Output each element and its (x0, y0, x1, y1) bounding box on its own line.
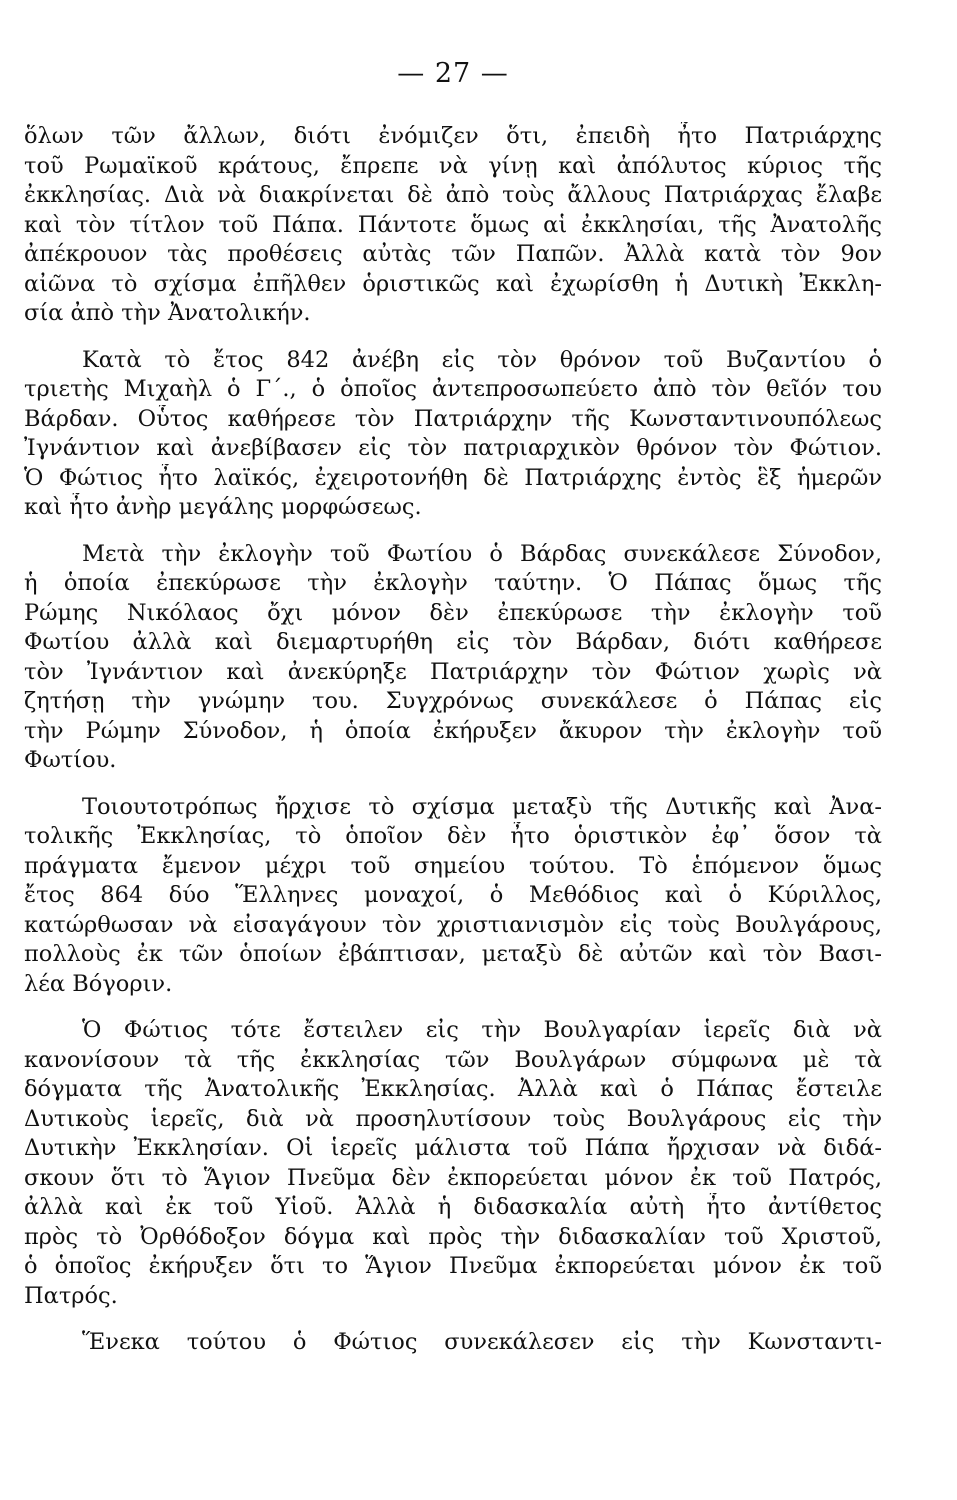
text-line: Πατρός. (24, 1282, 118, 1309)
text-line: τριετὴς Μιχαὴλ ὁ Γ΄., ὁ ὁποῖος ἀντεπροσωπεύετο ἀπὸ τὸν θεῖόν του (24, 376, 882, 402)
text-line: πράγματα ἔμενον μέχρι τοῦ σημείου τούτου. Τὸ ἑπόμενον ὅμως (24, 852, 882, 879)
text-line: Τοιουτοτρόπως ἤρχισε τὸ σχίσμα μεταξὺ τῆς Δυτικῆς καὶ Ἀνα- (82, 793, 882, 820)
paragraph-gap (24, 329, 882, 346)
text-line: τοῦ Ρωμαϊκοῦ κράτους, ἔπρεπε νὰ γίνῃ καὶ ἀπόλυτος κύριος τῆς (24, 152, 882, 179)
text-line: ἐκκλησίας. Διὰ νὰ διακρίνεται δὲ ἀπὸ τοὺς ἄλλους Πατριάρχας ἔλαβε (24, 182, 882, 208)
paragraph-1 (24, 122, 882, 329)
text-line: Ὁ Φώτιος ἦτο λαϊκός, ἐχειροτονήθη δὲ Πατριάρχης ἐντὸς ἓξ ἡμερῶν (24, 464, 882, 491)
text-line: κανονίσουν τὰ τῆς ἐκκλησίας τῶν Βουλγάρων σύμφωνα μὲ τὰ (24, 1046, 882, 1073)
text-line: κατώρθωσαν νὰ εἰσαγάγουν τὸν χριστιανισμὸν εἰς τοὺς Βουλγάρους, (24, 911, 882, 938)
paragraph-6 (24, 1328, 882, 1358)
text-line: Ἰγνάντιον καὶ ἀνεβίβασεν εἰς τὸν πατριαρχικὸν θρόνον τὸν Φώτιον. (24, 435, 882, 461)
text-line: καὶ τὸν τίτλον τοῦ Πάπα. Πάντοτε ὅμως αἱ ἐκκλησίαι, τῆς Ἀνατολῆς (24, 211, 882, 238)
text-line: πρὸς τὸ Ὀρθόδοξον δόγμα καὶ πρὸς τὴν διδασκαλίαν τοῦ Χριστοῦ, (24, 1223, 882, 1250)
body-text (24, 122, 882, 1358)
text-line: λέα Βόγοριν. (24, 970, 173, 997)
text-line: Φωτίου ἀλλὰ καὶ διεμαρτυρήθη εἰς τὸν Βάρδαν, διότι καθήρεσε (24, 629, 882, 655)
paragraph-5 (24, 1016, 882, 1311)
text-line: σκουν ὅτι τὸ Ἅγιον Πνεῦμα δὲν ἐκπορεύεται μόνον ἐκ τοῦ Πατρός, (24, 1164, 882, 1191)
text-line: ἀπέκρουον τὰς προθέσεις αὐτὰς τῶν Παπῶν. Ἀλλὰ κατὰ τὸν 9ον (24, 241, 882, 267)
paragraph-gap (24, 999, 882, 1016)
text-line: Ἕνεκα τούτου ὁ Φώτιος συνεκάλεσεν εἰς τὴν Κωνσταντι- (82, 1329, 882, 1355)
text-line: ἡ ὁποία ἐπεκύρωσε τὴν ἐκλογὴν ταύτην. Ὁ Πάπας ὅμως τῆς (24, 570, 882, 596)
text-line: ἔτος 864 δύο Ἕλληνες μοναχοί, ὁ Μεθόδιος καὶ ὁ Κύριλλος, (24, 882, 882, 908)
text-line: σία ἀπὸ τὴν Ἀνατολικήν. (24, 300, 311, 326)
text-line: ἀλλὰ καὶ ἐκ τοῦ Υἱοῦ. Ἀλλὰ ἡ διδασκαλία αὐτὴ ἦτο ἀντίθετος (24, 1194, 882, 1220)
text-line: Ὁ Φώτιος τότε ἔστειλεν εἰς τὴν Βουλγαρίαν ἱερεῖς διὰ νὰ (82, 1017, 882, 1043)
text-line: Μετὰ τὴν ἐκλογὴν τοῦ Φωτίου ὁ Βάρδας συνεκάλεσε Σύνοδον, (82, 540, 882, 567)
paragraph-2 (24, 346, 882, 523)
text-line: Ρώμης Νικόλαος ὄχι μόνον δὲν ἐπεκύρωσε τὴν ἐκλογὴν τοῦ (24, 599, 882, 626)
book-page (24, 0, 882, 1500)
page-number: — 27 — (397, 58, 509, 89)
paragraph-gap (24, 776, 882, 793)
text-line: ὅλων τῶν ἄλλων, διότι ἐνόμιζεν ὅτι, ἐπειδὴ ἦτο Πατριάρχης (24, 123, 882, 149)
text-line: τὴν Ρώμην Σύνοδον, ἡ ὁποία ἐκήρυξεν ἄκυρον τὴν ἐκλογὴν τοῦ (24, 717, 882, 744)
text-line: Δυτικὴν Ἐκκλησίαν. Οἱ ἱερεῖς μάλιστα τοῦ Πάπα ἤρχισαν νὰ διδά- (24, 1135, 882, 1161)
text-line: ζητήσῃ τὴν γνώμην του. Συγχρόνως συνεκάλεσε ὁ Πάπας εἰς (24, 688, 882, 714)
text-line: δόγματα τῆς Ἀνατολικῆς Ἐκκλησίας. Ἀλλὰ καὶ ὁ Πάπας ἔστειλε (24, 1076, 882, 1102)
text-line: τὸν Ἰγνάντιον καὶ ἀνεκύρηξε Πατριάρχην τὸν Φώτιον χωρὶς νὰ (24, 658, 882, 685)
text-line: Δυτικοὺς ἱερεῖς, διὰ νὰ προσηλυτίσουν τοὺς Βουλγάρους εἰς τὴν (24, 1105, 882, 1132)
text-line: αἰῶνα τὸ σχίσμα ἐπῆλθεν ὁριστικῶς καὶ ἐχωρίσθη ἡ Δυτικὴ Ἐκκλη- (24, 270, 882, 297)
text-line: καὶ ἦτο ἀνὴρ μεγάλης μορφώσεως. (24, 494, 422, 520)
text-line: ὁ ὁποῖος ἐκήρυξεν ὅτι το Ἅγιον Πνεῦμα ἐκπορεύεται μόνον ἐκ τοῦ (24, 1253, 882, 1279)
text-line: πολλοὺς ἐκ τῶν ὁποίων ἐβάπτισαν, μεταξὺ δὲ αὐτῶν καὶ τὸν Βασι- (24, 941, 882, 967)
text-line: Κατὰ τὸ ἔτος 842 ἀνέβη εἰς τὸν θρόνον τοῦ Βυζαντίου ὁ (82, 346, 882, 373)
text-line: Βάρδαν. Οὗτος καθήρεσε τὸν Πατριάρχην τῆς Κωνσταντινουπόλεως (24, 405, 882, 432)
paragraph-3 (24, 540, 882, 776)
paragraph-gap (24, 1311, 882, 1328)
paragraph-gap (24, 523, 882, 540)
text-line: Φωτίου. (24, 747, 117, 773)
text-line: τολικῆς Ἐκκλησίας, τὸ ὁποῖον δὲν ἦτο ὁριστικὸν ἐφ᾽ ὅσον τὰ (24, 823, 882, 849)
paragraph-4 (24, 793, 882, 1000)
